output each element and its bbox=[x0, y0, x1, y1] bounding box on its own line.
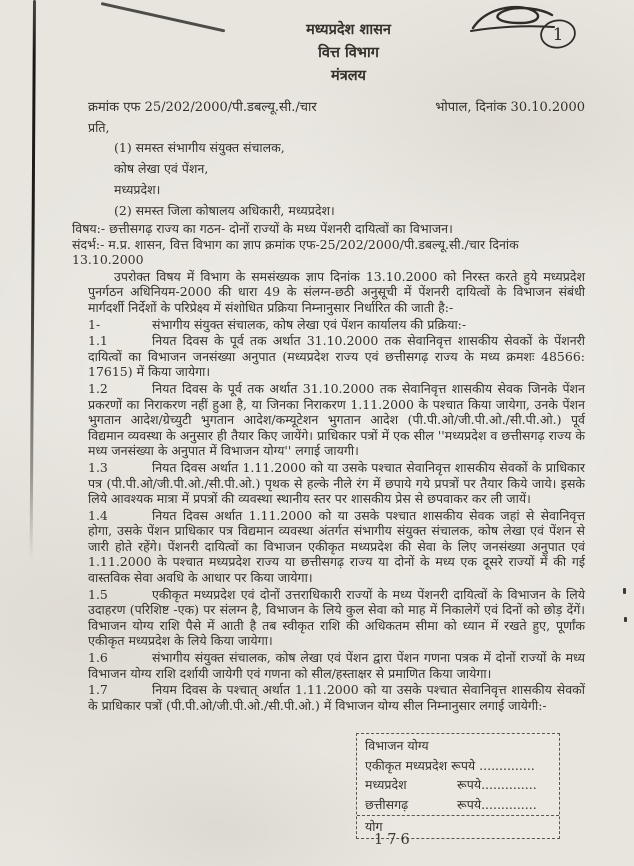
scan-speck bbox=[623, 588, 626, 594]
letterhead-ministry: मंत्रलय bbox=[331, 67, 366, 84]
reference-line: संदर्भ:- म.प्र. शासन, वित्त विभाग का ज्ञाप क्रमांक एफ-25/202/2000/पी.डबल्यू.सी./चार दिनांक 13.10.2000 bbox=[72, 236, 519, 268]
addressee-line: (2) समस्त जिला कोषालय अधिकारी, मध्यप्रदेश। bbox=[114, 203, 335, 218]
paragraph-number: 1.7 bbox=[88, 682, 108, 698]
paragraph-number: 1.4 bbox=[88, 507, 108, 523]
page-marker-digit: 1 bbox=[552, 25, 564, 45]
paragraph-number: 1.2 bbox=[88, 380, 108, 396]
letterhead bbox=[88, 18, 585, 87]
paragraph-1-6 bbox=[88, 650, 585, 681]
addressee-line: कोष लेखा एवं पेंशन, bbox=[114, 161, 209, 176]
document-body bbox=[72, 18, 585, 839]
paragraph-1-1 bbox=[88, 333, 585, 380]
paragraph-1 bbox=[88, 317, 585, 333]
paragraph-number: 1.6 bbox=[88, 650, 108, 666]
paragraph-text: संभागीय संयुक्त संचालक, कोष लेखा एवं पेंशन कार्यालय की प्रक्रिया:- bbox=[152, 316, 467, 332]
addressee-line: (1) समस्त संभागीय संयुक्त संचालक, bbox=[114, 140, 285, 155]
paragraph-number: 1.1 bbox=[88, 333, 108, 349]
paragraph-number: 1- bbox=[88, 316, 101, 332]
place-and-date: भोपाल, दिनांक 30.10.2000 bbox=[435, 100, 585, 115]
stamp-row-label: एकीकृत मध्यप्रदेश bbox=[365, 757, 448, 773]
stamp-total-row: योग bbox=[357, 815, 559, 837]
paragraph-text: एकीकृत मध्यप्रदेश एवं दोनों उत्तराधिकारी राज्यों के मध्य पेंशनरी दायित्वों के विभाजन के लिये उदाहरण (परिशिष्ट -एक) पर संलग्न है, विभाजन के लिये कुल सेवा को माह में निकालेगें एवं दिनों को छोड़ देंगें। विभाजन योग्य राशि पैसे में आती है तब स्वीकृत राशि की अधिकतम सीमा को ध्यान में रखते हुए, पूर्णांक एकीकृत मध्यप्रदेश के लिये किया जायेगा। bbox=[88, 586, 585, 649]
stamp-row-unified-mp bbox=[365, 756, 551, 776]
stamp-row-value: रूपये.............. bbox=[457, 777, 537, 793]
paragraph-text: नियत दिवस अर्थात 1.11.2000 को या उसके पश्चात शासकीय सेवक जहां से सेवानिवृत्त होगा, उसके पेंशन प्राधिकार पत्र विद्यमान व्यवस्था अंतर्गत संभागीय संयुक्त संचालक, कोष लेखा एवं पेंशन से जारी होते रहेंगे। पेंशनरी दायित्वों का विभाजन एकीकृत मध्यप्रदेश की सेवा के लिए जनसंख्या अनुपात एवं 1.11.2000 के पश्चात मध्यप्रदेश राज्य या छत्तीसगढ़ राज्य या दोनों के मध्य एक दूसरे राज्यों में की गई वास्तविक सेवा अवधि के आधार पर किया जायेगा। bbox=[88, 507, 585, 586]
paragraph-number: 1.3 bbox=[88, 459, 108, 475]
subject-line: विषय:- छत्तीसगढ़ राज्य का गठन- दोनों राज्यों के मध्य पेंशनरी दायित्वों का विभाजन। bbox=[72, 221, 453, 236]
salutation: प्रति, bbox=[88, 120, 110, 135]
paragraph-number: 1.5 bbox=[88, 586, 108, 602]
stamp-row-value: रूपये.............. bbox=[457, 796, 537, 812]
addressee-block bbox=[114, 137, 585, 221]
letter-number: क्रमांक एफ 25/202/2000/पी.डबल्यू.सी./चार bbox=[88, 100, 317, 115]
paragraph-1-7 bbox=[88, 682, 585, 713]
stamp-row-value: रूपये .............. bbox=[451, 757, 535, 773]
paragraph-1-3 bbox=[88, 460, 585, 507]
page-number: 176 bbox=[374, 832, 414, 848]
stamp-row-mp bbox=[365, 775, 551, 795]
reference-number-row bbox=[88, 99, 585, 117]
paragraph-1-4 bbox=[88, 508, 585, 586]
letterhead-department: वित्त विभाग bbox=[318, 44, 379, 61]
addressee-line: मध्यप्रदेश। bbox=[114, 182, 161, 197]
paragraph-text: संभागीय संयुक्त संचालक, कोष लेखा एवं पेंशन द्वारा पेंशन गणना पत्रक में दोनों राज्यों के मध्य विभाजन योग्य राशि दर्शायी जायेगी एवं गणना को सील/हस्ताक्षर से प्रमाणित किया जायेगा। bbox=[88, 650, 585, 681]
paragraph-text: नियत दिवस अर्थात 1.11.2000 को या उसके पश्चात सेवानिवृत्त शासकीय सेवकों के प्राधिकार पत्र (पी.पी.ओ/जी.पी.ओ./सी.पी.ओ.) पृथक से हल्के नीले रंग में छपाये गये प्रपत्रों पर तैयार किये जाये। इसके लिये आवश्यक मात्रा में प्रपत्रों की व्यवस्था स्थानीय स्तर पर शासकीय प्रेस से छपवाकर कर ली जायें। bbox=[88, 459, 585, 507]
stamp-row-label: छत्तीसगढ़ bbox=[365, 796, 409, 812]
paragraph-1-5 bbox=[88, 587, 585, 649]
stamp-row-cg bbox=[365, 795, 551, 815]
stamp-row-label: मध्यप्रदेश bbox=[365, 777, 407, 793]
paragraph-text: नियम दिवस के पश्चात् अर्थात 1.11.2000 को या उसके पश्चात सेवानिवृत्त शासकीय सेवकों के प्राधिकार पत्रों (पी.पी.ओ/जी.पी.ओ./सी.पी.ओ.) में विभाजन योग्य सील निम्नानुसार लगाई जायेगी:- bbox=[88, 682, 585, 713]
stamp-title: विभाजन योग्य bbox=[365, 738, 429, 754]
paragraph-text: नियत दिवस के पूर्व तक अर्थात 31.10.2000 तक सेवानिवृत्त शासकीय सेवकों के पेंशनरी दायित्वों का विभाजन जनसंख्या अनुपात (मध्यप्रदेश राज्य एवं छत्तीसगढ़ राज्य के मध्य क्रमशः 48566: 17615) में किया जायेगा। bbox=[88, 333, 585, 380]
left-scan-edge-line bbox=[30, 0, 36, 560]
letterhead-government: मध्यप्रदेश शासन bbox=[306, 21, 391, 38]
division-stamp-box bbox=[356, 733, 560, 839]
paragraph-1-2 bbox=[88, 381, 585, 459]
paragraph-text: नियत दिवस के पूर्व तक अर्थात 31.10.2000 तक सेवानिवृत्त शासकीय सेवक जिनके पेंशन प्रकरणों का निराकरण नहीं हुआ है, या जिनका निराकरण 1.11.2000 के पश्चात किया जायेगा, उनके पेंशन भुगतान आदेश/ग्रेच्युटी भुगतान आदेश/कम्यूटेशन भुगतान आदेश (पी.पी.ओ/जी.पी.ओ./सी.पी.ओ.) पूर्व विद्यमान व्यवस्था के अनुसार ही तैयार किए जायेंगे। प्राधिकार पत्रों में एक सील ''मध्यप्रदेश व छत्तीसगढ़ राज्य के मध्य जनसंख्या के अनुपात में विभाजन योग्य'' लगाई जायगी। bbox=[88, 380, 585, 459]
intro-paragraph: उपरोक्त विषय में विभाग के समसंख्यक ज्ञाप दिनांक 13.10.2000 को निरस्त करते हुये मध्यप्रदेश पुनर्गठन अधिनियम-2000 की धारा 49 के संलग्न-छठी अनुसूची में पेंशनरी दायित्वों के विभाजन संबंधी मार्गदर्शी निर्देशों के परिप्रेक्ष्य में संशोधित प्रक्रिया निम्नानुसार निर्धारित की जाती है:- bbox=[88, 268, 585, 315]
scan-speck bbox=[624, 617, 627, 622]
